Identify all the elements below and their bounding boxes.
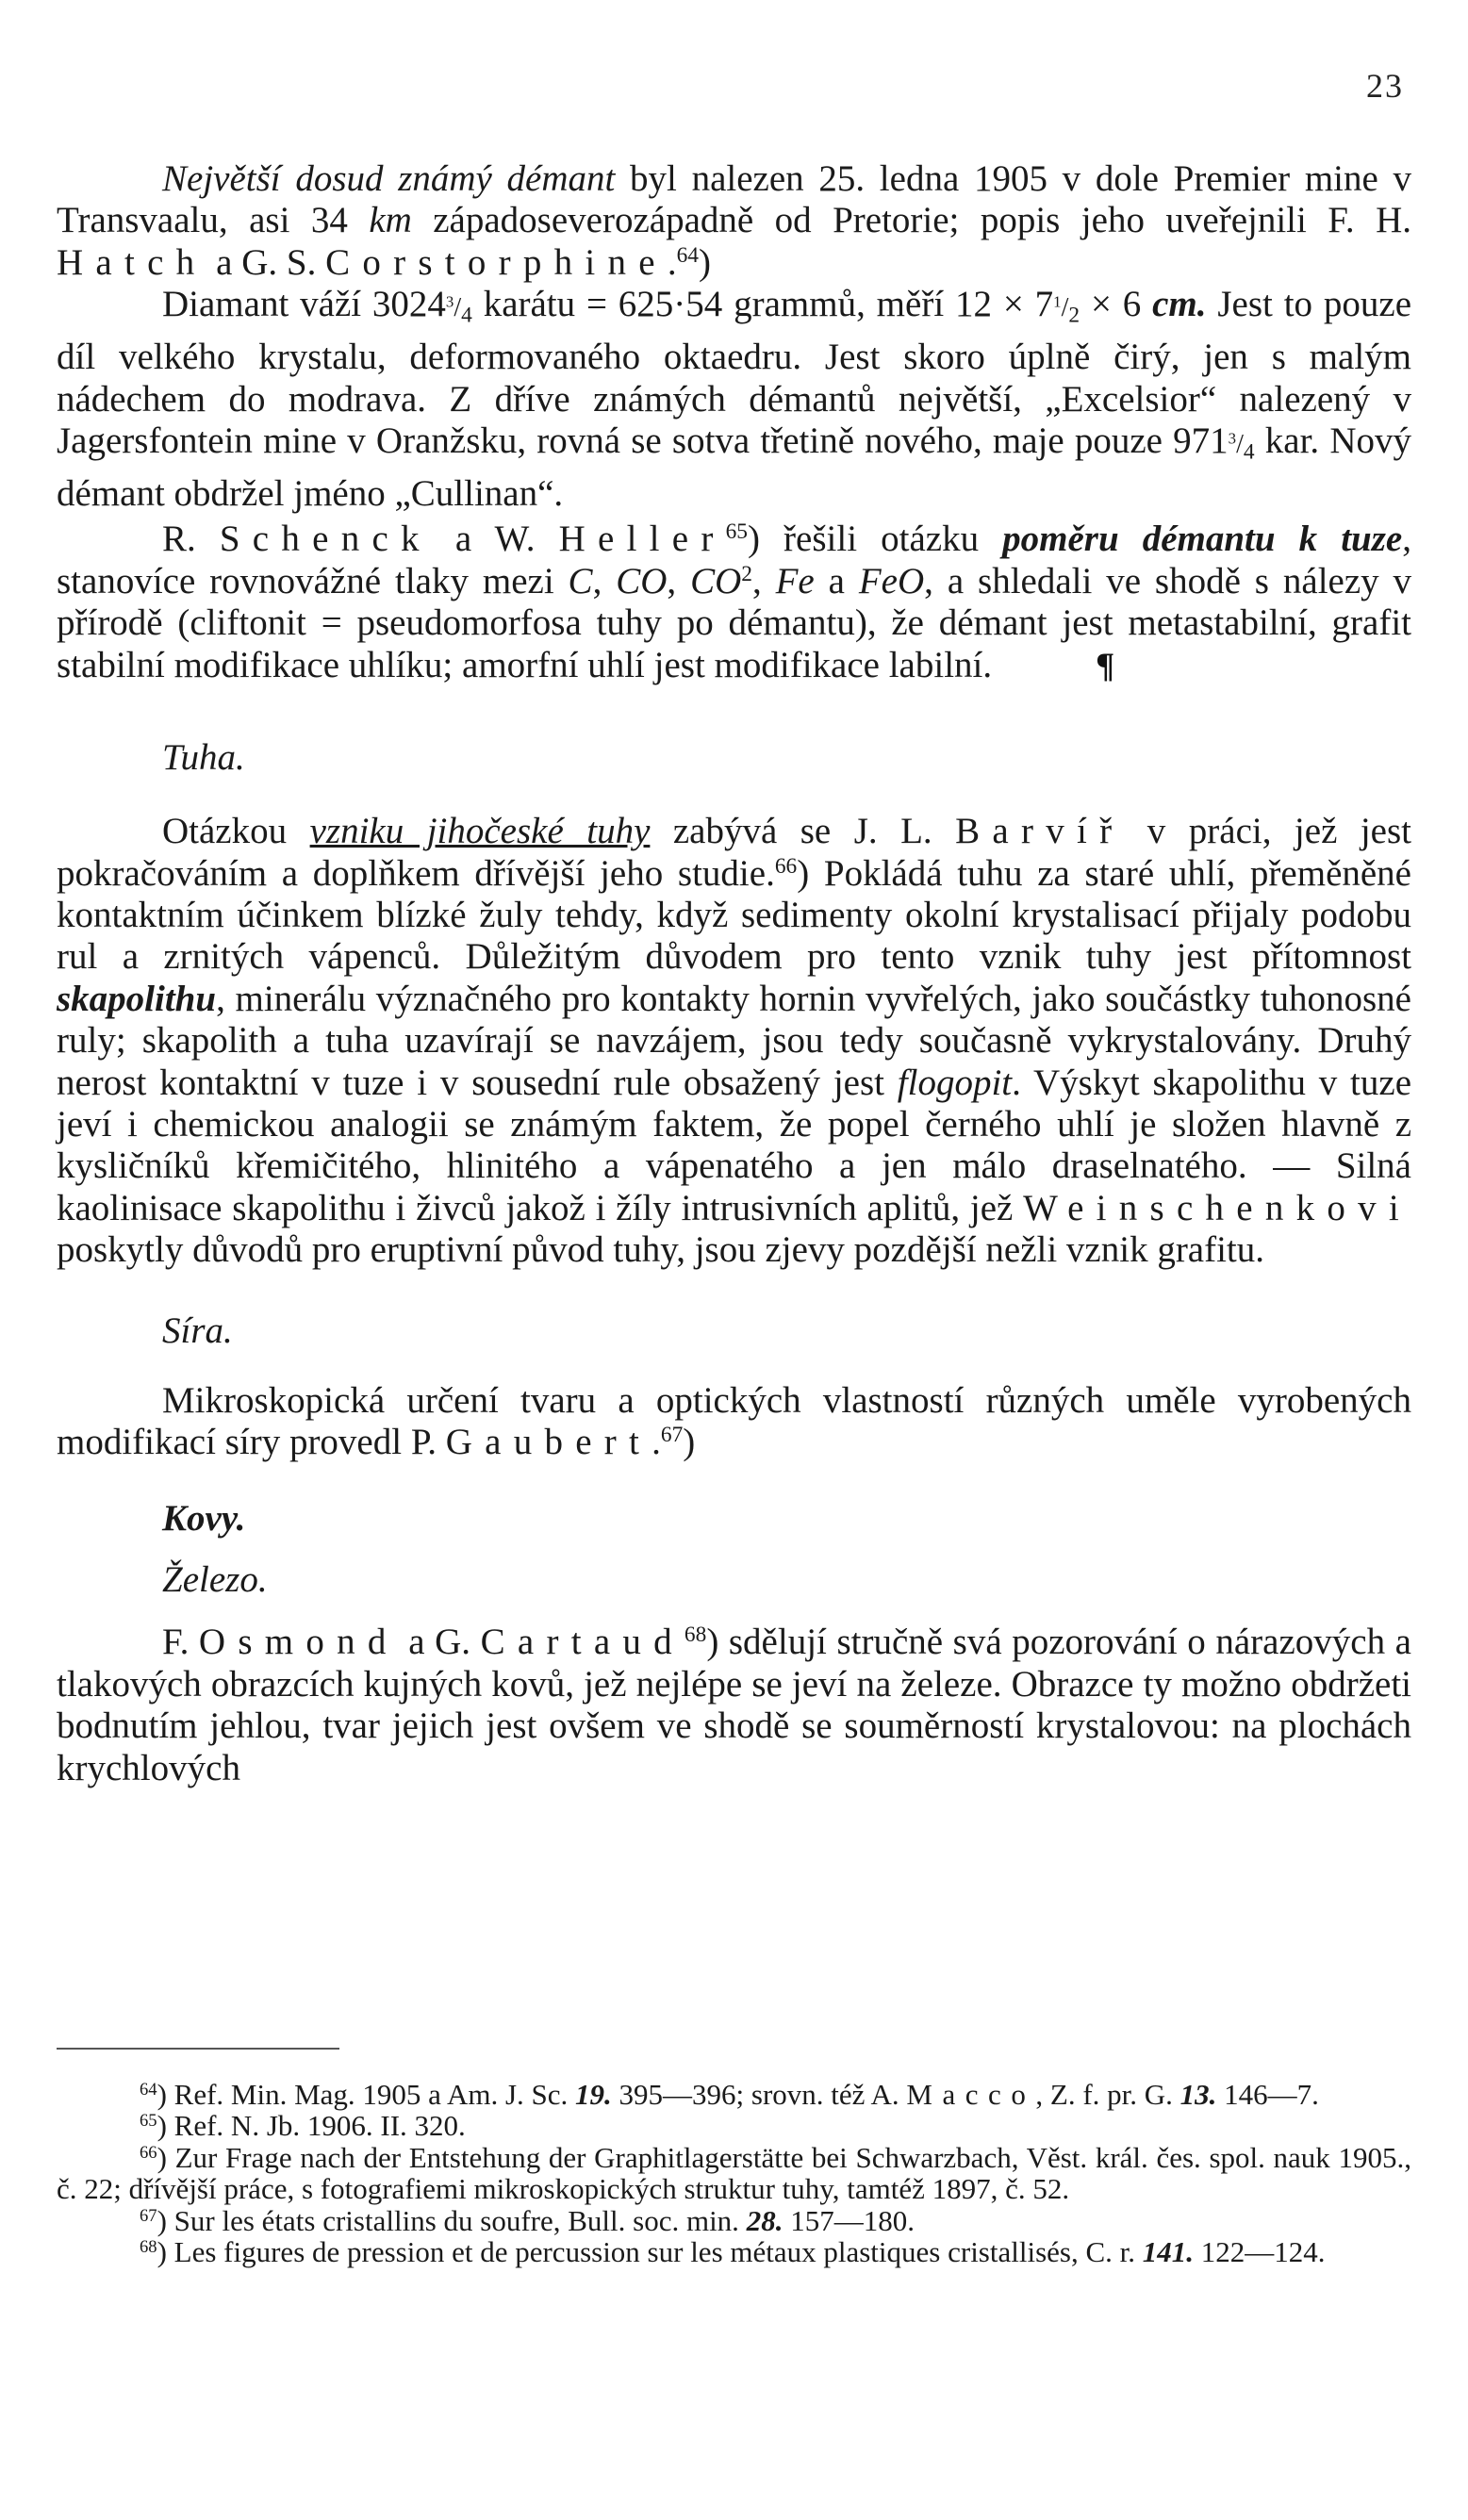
- text-span: ) Les figures de pression et de percussion sur les métaux plastiques cristallisés, C. r.: [157, 2235, 1143, 2269]
- text-span: ) Sur les états cristallins du soufre, Bull. soc. min.: [157, 2203, 747, 2237]
- paragraph-largest-diamond: [57, 158, 1411, 284]
- text-span: F.: [162, 1622, 199, 1663]
- fraction-numerator: 3: [1228, 429, 1237, 448]
- paragraph-graphite-origin: [57, 811, 1411, 1271]
- italic-mineral: skapolithu: [57, 978, 217, 1019]
- footnote-67: [57, 2205, 1411, 2236]
- spaced-name: Cartaud: [480, 1622, 685, 1663]
- footnote-65: [57, 2110, 1411, 2141]
- italic-unit: cm.: [1152, 284, 1207, 325]
- section-heading-zelezo: Železo.: [162, 1559, 268, 1601]
- spaced-name: Macco: [906, 2078, 1036, 2111]
- footnote-ref: 67: [660, 1423, 684, 1448]
- formula: FeO: [858, 560, 925, 601]
- text-span: zabývá se J. L.: [650, 811, 956, 852]
- paragraph-diamond-graphite: [57, 519, 1411, 687]
- italic-phrase: poměru démantu k tuze: [1002, 519, 1403, 560]
- text-span: ) sdělují stručně svá pozorování o nárazových a tlakových obrazcích kujných kovů, jež nejlépe se jeví na železe. Obrazce ty možno obdržeti bodnutím jehlou, tvar jejich jest ovšem ve shodě se souměrností krystalovou: na plochách krychlových: [57, 1622, 1411, 1788]
- text-span: Jest to pouze díl velkého krystalu, deformovaného oktaedru. Jest skoro úplně čirý, jen s malým nádechem do modrava. Z dříve známých démantů největší, „Excelsior“ nalezený v Jagersfontein mine v Oranžsku, rovná se sotva třetině nového, maje pouze 971: [57, 284, 1411, 462]
- footnote-ref: 65: [725, 519, 748, 545]
- formula-subscript: 2: [741, 562, 752, 587]
- spaced-name: Heller: [558, 519, 726, 560]
- footnote-separator: [57, 2048, 339, 2050]
- fraction-numerator: 1: [1053, 292, 1062, 311]
- volume-number: 141.: [1142, 2235, 1195, 2269]
- text-span: , minerálu význačného pro kontakty hornin vyvřelých, jako součástky tuhonosné ruly; skapolith a tuha uzavírají se navzájem, jsou tedy současně vykrystalovány. Druhý nerost kontaktní v tuze i v sousední rule obsažený jest: [57, 978, 1411, 1103]
- spaced-name: Schenck: [219, 519, 432, 560]
- volume-number: 28.: [746, 2203, 783, 2237]
- fraction-slash: /: [1236, 430, 1244, 460]
- footnote-ref: 68: [684, 1622, 707, 1648]
- fraction: [1228, 429, 1255, 465]
- fraction-slash: /: [454, 293, 462, 323]
- spaced-name: Osmond: [198, 1622, 399, 1663]
- fraction-denominator: 2: [1068, 303, 1080, 328]
- text-span: ,: [751, 560, 776, 601]
- spaced-name: Barvíř: [955, 811, 1125, 852]
- text-span: 146—7.: [1216, 2078, 1319, 2111]
- footnote-ref: 66: [774, 853, 798, 879]
- footnote-number: 64: [140, 2079, 157, 2100]
- fraction: [445, 292, 472, 328]
- text-span: ) Zur Frage nach der Entstehung der Graphitlagerstätte bei Schwarzbach, Věst. král. čes. spol. nauk 1905., č. 22; dřívější práce, s fotografiemi mikroskopických struktur tuhy, tamtéž 1897, č. 52.: [57, 2140, 1411, 2206]
- text-span: v práci, jež jest pokračováním a doplňkem dřívější jeho studie.: [57, 811, 1412, 894]
- page-number: 23: [1366, 67, 1404, 105]
- text-span: západoseverozápadně od Pretorie; popis jeho uveřejnili F. H.: [411, 200, 1411, 241]
- footnote-number: 67: [140, 2205, 157, 2226]
- footnote-64: [57, 2079, 1411, 2110]
- formula: CO: [616, 560, 668, 601]
- text-span: .: [652, 1421, 661, 1462]
- text-span: × 6: [1080, 284, 1153, 325]
- text-span: 122—124.: [1194, 2235, 1326, 2269]
- footnote-66: [57, 2142, 1411, 2205]
- fraction-numerator: 3: [445, 292, 454, 311]
- volume-number: 13.: [1179, 2078, 1217, 2111]
- text-span: Diamant váží 3024: [162, 284, 446, 325]
- pilcrow-mark: ¶: [1096, 646, 1115, 685]
- paragraph-sulphur: [57, 1380, 1411, 1464]
- volume-number: 19.: [575, 2078, 612, 2111]
- text-span: Mikroskopická určení tvaru a optických vlastností různých uměle vyrobených modifikací síry provedl P.: [57, 1379, 1411, 1462]
- text-span: R.: [162, 519, 220, 560]
- spaced-name: Corstorphine: [325, 241, 668, 283]
- italic-unit: km: [369, 200, 412, 241]
- text-span: ) Ref. N. Jb. 1906. II. 320.: [157, 2109, 466, 2143]
- italic-mineral: flogopit: [897, 1062, 1013, 1103]
- fraction-denominator: 4: [461, 303, 472, 328]
- formula: C: [568, 560, 593, 601]
- footnote-number: 68: [140, 2236, 157, 2257]
- text-span: 395—396; srovn. též A.: [611, 2078, 907, 2111]
- text-span: kar. Nový démant obdržel jméno „Cullinan“.: [57, 420, 1411, 515]
- italic-phrase: vzniku jihočeské tuhy: [309, 811, 651, 852]
- text-span: ): [683, 1421, 696, 1462]
- text-span: , a shledali ve shodě s nálezy v přírodě (cliftonit = pseudomorfosa tuhy po démantu), že démant jest metastabilní, grafit stabilní modifikace uhlíku; amorfní uhlí jest modifikace labilní.: [57, 560, 1412, 685]
- footnote-number: 66: [140, 2142, 157, 2163]
- paragraph-iron: [57, 1622, 1411, 1789]
- text-span: poskytly důvodů pro eruptivní původ tuhy, jsou zjevy pozdější nežli vznik grafitu.: [57, 1229, 1265, 1271]
- text-span: a G. S.: [206, 241, 326, 283]
- text-span: a W.: [431, 519, 559, 560]
- text-span: a: [814, 560, 859, 601]
- spaced-name: Gaubert: [445, 1421, 652, 1462]
- formula: CO: [690, 560, 742, 601]
- spaced-name: Weinschenkovi: [1023, 1187, 1411, 1228]
- section-heading-tuha: Tuha.: [162, 737, 245, 779]
- formula: Fe: [775, 560, 815, 601]
- text-span: , stanovíce rovnovážné tlaky mezi: [57, 519, 1411, 601]
- fraction: [1053, 292, 1080, 328]
- text-span: byl nalezen 25. ledna 1905 v dole Premier mine v Transvaalu, asi 34: [57, 158, 1412, 241]
- text-span: . Výskyt skapolithu v tuze jeví i chemickou analogii se známým faktem, že popel černého uhlí je složen hlavně z kysličníků křemičitého, hlinitého a vápenatého a jen málo draselnatého. — Silná kaolinisace skapolithu i živců jakož i žíly intrusivních aplitů, jež: [57, 1062, 1411, 1228]
- text-span: 157—180.: [783, 2203, 915, 2237]
- spaced-name: Hatch: [57, 241, 207, 283]
- text-span: ) řešili otázku: [748, 519, 1003, 560]
- footnotes: [57, 2079, 1411, 2267]
- paragraph-diamond-weight: [57, 284, 1411, 515]
- text-span: ,: [667, 560, 691, 601]
- text-span: a G.: [398, 1622, 481, 1663]
- fraction-slash: /: [1061, 293, 1069, 323]
- text-span: ) Ref. Min. Mag. 1905 a Am. J. Sc.: [157, 2078, 576, 2111]
- text-span: ,: [592, 560, 617, 601]
- main-text: [57, 158, 1411, 1789]
- footnote-68: [57, 2236, 1411, 2267]
- footnote-ref: 64: [676, 242, 699, 268]
- footnote-number: 65: [140, 2111, 157, 2132]
- text-span: ): [699, 241, 711, 283]
- text-span: ) Pokládá tuhu za staré uhlí, přeměněné kontaktním účinkem blízké žuly tehdy, když sedimenty okolní krystalisací přijaly podobu rul a zrnitých vápenců. Důležitým důvodem pro tento vznik tuhy jest přítomnost: [57, 852, 1411, 978]
- section-heading-kovy: Kovy.: [162, 1498, 246, 1540]
- text-span: karátu = 625·54 grammů, měří 12 × 7: [471, 284, 1054, 325]
- text-span: .: [667, 241, 677, 283]
- text-span: , Z. f. pr. G.: [1035, 2078, 1180, 2111]
- text-span: Otázkou: [162, 811, 310, 852]
- fraction-denominator: 4: [1243, 439, 1255, 465]
- section-heading-sira: Síra.: [162, 1309, 233, 1351]
- italic-phrase: Největší dosud známý démant: [162, 158, 616, 199]
